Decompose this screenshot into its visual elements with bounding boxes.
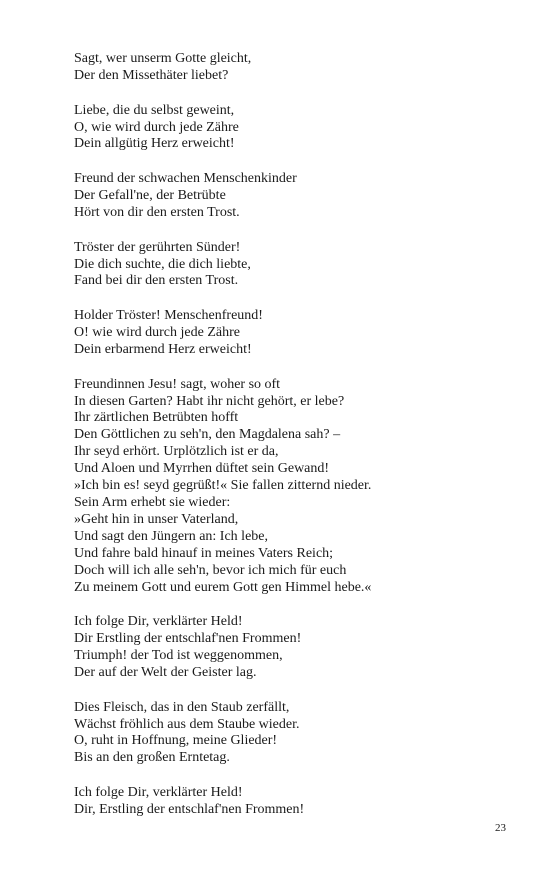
verse-line: Sagt, wer unserm Gotte gleicht, (74, 51, 252, 66)
stanza (74, 51, 514, 85)
verse-line: Und Aloen und Myrrhen düftet sein Gewand! (74, 461, 330, 477)
verse-line: O, ruht in Hoffnung, meine Glieder! (74, 733, 278, 749)
verse-line: Der auf der Welt der Geister lag. (74, 664, 257, 680)
verse-line: Freundinnen Jesu! sagt, woher so oft (74, 376, 281, 392)
verse-line: Der Gefall'ne, der Betrübte (74, 188, 226, 204)
verse-line: Hört von dir den ersten Trost. (74, 204, 240, 220)
verse-line: Dein allgütig Herz erweicht! (74, 136, 235, 152)
verse-line: Fand bei dir den ersten Trost. (74, 273, 239, 289)
verse-line: Ihr zärtlichen Betrübten hofft (74, 410, 239, 426)
verse-line: Und sagt den Jüngern an: Ich lebe, (74, 528, 268, 544)
verse-line: »Geht hin in unser Vaterland, (74, 511, 239, 527)
verse-line: Holder Tröster! Menschenfreund! (74, 308, 263, 324)
stanza (74, 785, 514, 819)
stanza (74, 103, 514, 154)
stanza (74, 377, 514, 597)
verse-line: Dies Fleisch, das in den Staub zerfällt, (74, 699, 290, 715)
verse-line: Dir Erstling der entschlaf'nen Frommen! (74, 631, 302, 647)
verse-line: Liebe, die du selbst geweint, (74, 102, 235, 118)
poem-body (74, 51, 514, 837)
page-number: 23 (495, 822, 506, 834)
verse-line: Bis an den großen Erntetag. (74, 750, 230, 766)
verse-line: O, wie wird durch jede Zähre (74, 119, 239, 135)
stanza (74, 171, 514, 222)
verse-line: Sein Arm erhebt sie wieder: (74, 495, 231, 511)
verse-line: Tröster der gerührten Sünder! (74, 239, 241, 255)
verse-line: Wächst fröhlich aus dem Staube wieder. (74, 716, 300, 732)
verse-line: Der den Missethäter liebet? (74, 67, 229, 83)
verse-line: O! wie wird durch jede Zähre (74, 325, 240, 341)
verse-line: Dein erbarmend Herz erweicht! (74, 341, 252, 357)
verse-line: Ich folge Dir, verklärter Held! (74, 614, 243, 630)
verse-line: Doch will ich alle seh'n, bevor ich mich für euch (74, 562, 347, 578)
stanza (74, 308, 514, 359)
verse-line: Freund der schwachen Menschenkinder (74, 171, 297, 187)
verse-line: Ihr seyd erhört. Urplötzlich ist er da, (74, 444, 279, 460)
verse-line: Dir, Erstling der entschlaf'nen Frommen! (74, 802, 305, 817)
verse-line: Die dich suchte, die dich liebte, (74, 256, 251, 272)
verse-line: »Ich bin es! seyd gegrüßt!« Sie fallen zitternd nieder. (74, 478, 372, 494)
verse-line: Ich folge Dir, verklärter Held! (74, 785, 243, 801)
verse-line: In diesen Garten? Habt ihr nicht gehört, er lebe? (74, 393, 345, 409)
verse-line: Und fahre bald hinauf in meines Vaters Reich; (74, 545, 334, 561)
stanza (74, 700, 514, 768)
stanza (74, 240, 514, 291)
stanza (74, 614, 514, 682)
verse-line: Triumph! der Tod ist weggenommen, (74, 648, 283, 664)
verse-line: Den Göttlichen zu seh'n, den Magdalena sah? – (74, 427, 341, 443)
verse-line: Zu meinem Gott und eurem Gott gen Himmel hebe.« (74, 579, 372, 595)
